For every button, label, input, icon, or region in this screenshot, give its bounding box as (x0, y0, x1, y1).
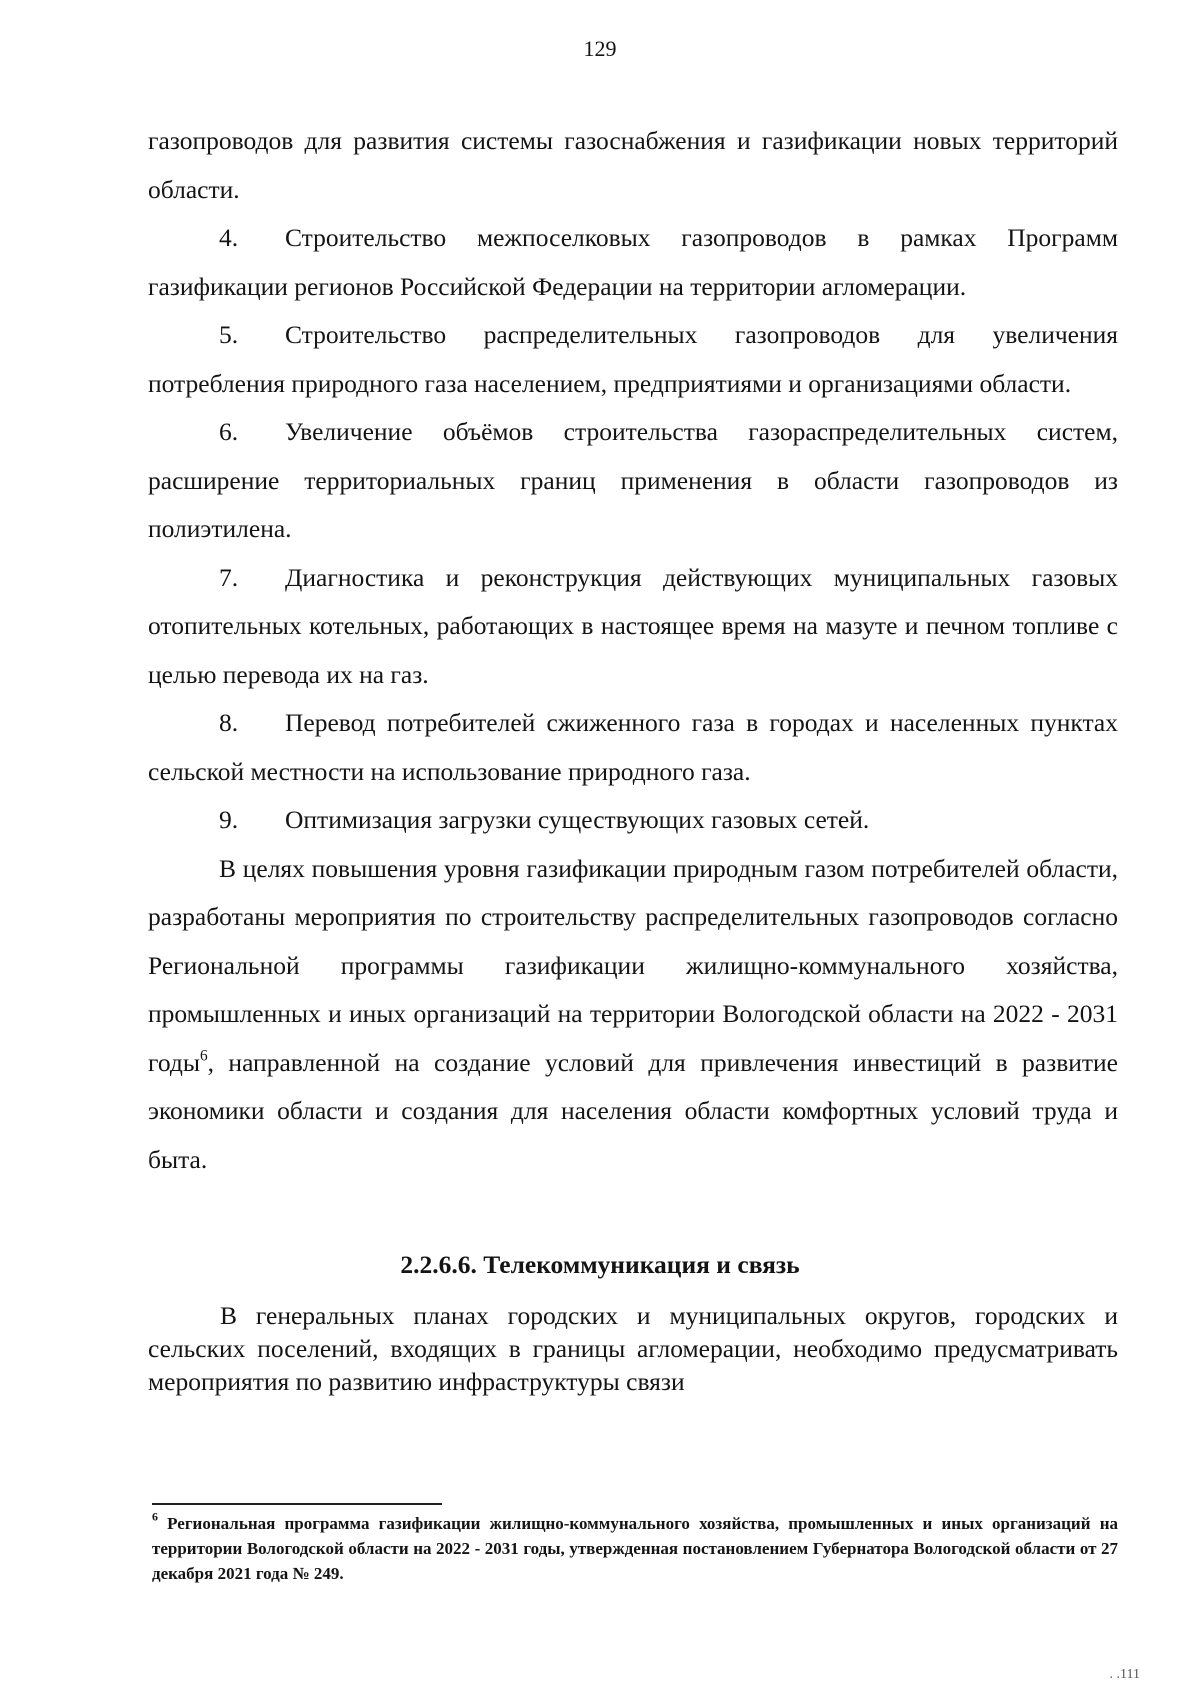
section-heading: 2.2.6.6. Телекоммуникация и связь (400, 1250, 800, 1279)
section-paragraph: В генеральных планах городских и муниципальных округов, городских и сельских поселений, входящих в границы агломерации, необходимо предусматривать мероприятия по развитию инфраструктуры связи (148, 1301, 1118, 1396)
closing-paragraph (148, 845, 1118, 1185)
list-item (148, 408, 1118, 554)
list-item (148, 214, 1118, 311)
footnote (152, 1511, 1118, 1586)
list-item-text: Строительство межпоселковых газопроводов в рамках Программ газификации регионов Российской Федерации на территории агломерации. (148, 223, 1118, 301)
list-item (148, 311, 1118, 408)
footnote-reference[interactable]: 6 (199, 1046, 208, 1064)
list-item-number: 6. (219, 417, 239, 446)
page-number: 129 (583, 36, 617, 61)
footnote-text: Региональная программа газификации жилищно-коммунального хозяйства, промышленных и иных организаций на территории Вологодской области на 2022 - 2031 годы, утвержденная постановлением Губернатора Вологодской области от 27 декабря 2021 года № 249. (152, 1514, 1118, 1583)
list-item (148, 796, 1118, 845)
list-item-number: 9. (219, 805, 239, 834)
list-item-text: Перевод потребителей сжиженного газа в городах и населенных пунктах сельской местности на использование природного газа. (148, 708, 1118, 786)
list-item-text: Строительство распределительных газопроводов для увеличения потребления природного газа населением, предприятиями и организациями области. (148, 320, 1118, 398)
closing-text-part1: В целях повышения уровня газификации природным газом потребителей области, разработаны мероприятия по строительству распределительных газопроводов согласно Региональной программы газификации жилищно-коммунального хозяйства, промышленных и иных организаций на территории Вологодской области на 2022 - 2031 годы (148, 853, 1118, 1077)
list-item (148, 554, 1118, 700)
footnote-separator (152, 1503, 442, 1505)
lead-in-paragraph: газопроводов для развития системы газоснабжения и газификации новых территорий области. (148, 126, 1118, 204)
footnote-marker: 6 (152, 1509, 158, 1524)
list-item (148, 699, 1118, 796)
list-item-number: 8. (219, 708, 239, 737)
list-item-number: 5. (219, 320, 239, 349)
list-item-number: 4. (219, 223, 239, 252)
closing-text-part2: , направленной на создание условий для привлечения инвестиций в развитие экономики области и создания для населения области комфортных условий труда и быта. (148, 1047, 1118, 1174)
list-item-text: Диагностика и реконструкция действующих муниципальных газовых отопительных котельных, работающих в настоящее время на мазуте и печном топливе с целью перевода их на газ. (148, 562, 1118, 689)
scan-mark: . .111 (1109, 1667, 1140, 1682)
list-item-text: Увеличение объёмов строительства газораспределительных систем, расширение территориальных границ применения в области газопроводов из полиэтилена. (148, 417, 1118, 543)
list-item-number: 7. (219, 562, 239, 592)
list-item-text: Оптимизация загрузки существующих газовых сетей. (285, 805, 870, 834)
main-text (148, 117, 1118, 1184)
